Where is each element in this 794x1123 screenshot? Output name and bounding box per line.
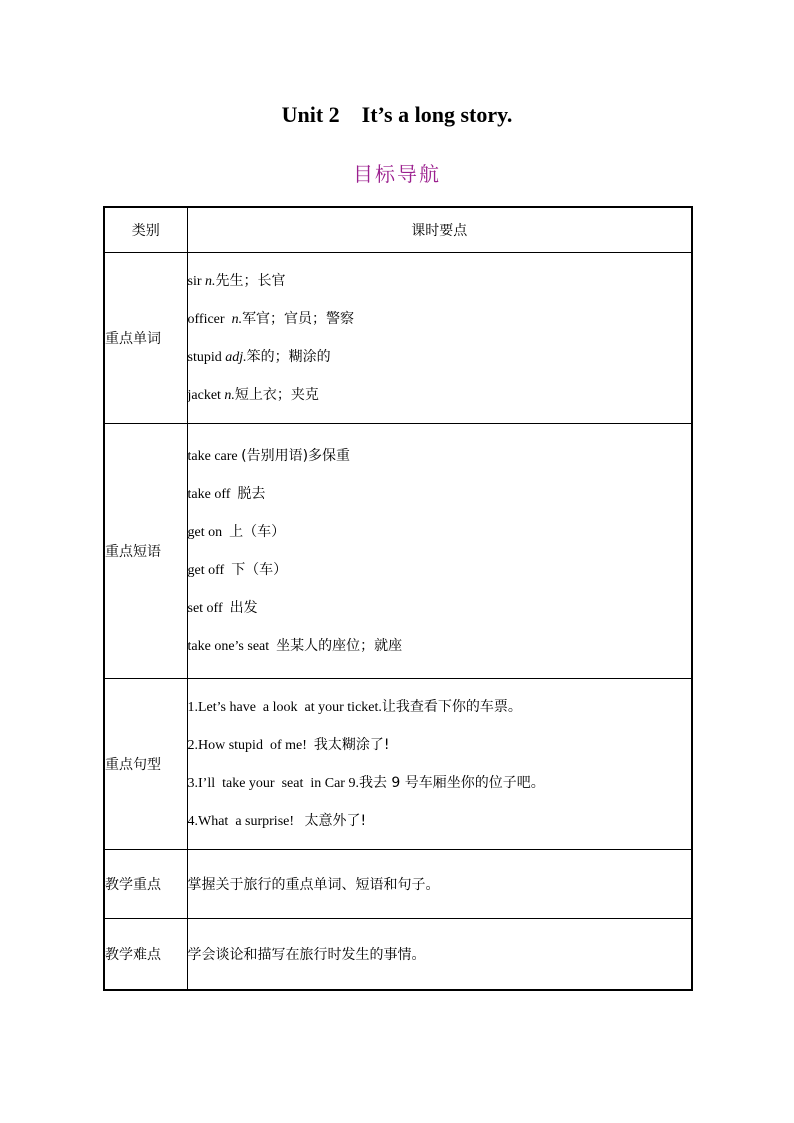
document-title: Unit 2 It’s a long story. (281, 102, 513, 127)
phrase-item: get off 下（车） (187, 562, 288, 578)
phrase-item: take care (告别用语)多保重 (187, 448, 351, 464)
category-label: 重点句型 (104, 679, 187, 850)
table-row-phrases (104, 424, 692, 679)
sentence-item: 3.I’ll take your seat in Car 9.我去 9 号车厢坐你的位子吧。 (187, 775, 545, 791)
category-label: 教学重点 (104, 850, 187, 919)
table-row-sentences (104, 679, 692, 850)
category-label: 教学难点 (104, 919, 187, 991)
table-row-teaching-difficulty (104, 919, 692, 991)
phrase-item: set off 出发 (187, 600, 258, 616)
sentence-item: 1.Let’s have a look at your ticket.让我查看下你的车票。 (187, 699, 522, 715)
sentence-item: 2.How stupid of me! 我太糊涂了! (187, 737, 390, 753)
word-item: jacket n.短上衣；夹克 (187, 387, 319, 403)
lesson-table (103, 206, 693, 991)
phrase-item: take off 脱去 (187, 486, 266, 502)
word-item: stupid adj.笨的；糊涂的 (187, 349, 331, 365)
phrases-cell (187, 424, 692, 679)
header-key-points: 课时要点 (187, 207, 692, 253)
category-label: 重点单词 (104, 253, 187, 424)
category-label: 重点短语 (104, 424, 187, 679)
table-row-teaching-focus (104, 850, 692, 919)
sentence-item: 4.What a surprise! 太意外了! (187, 813, 367, 829)
word-item: sir n.先生；长官 (187, 273, 286, 289)
section-subtitle: 目标导航 (353, 162, 441, 186)
teaching-difficulty-text: 学会谈论和描写在旅行时发生的事情。 (187, 919, 692, 991)
table-row-words (104, 253, 692, 424)
words-cell (187, 253, 692, 424)
phrase-item: get on 上（车） (187, 524, 286, 540)
sentences-cell (187, 679, 692, 850)
teaching-focus-text: 掌握关于旅行的重点单词、短语和句子。 (187, 850, 692, 919)
table-header-row (104, 207, 692, 253)
header-category: 类别 (104, 207, 187, 253)
word-item: officer n.军官；官员；警察 (187, 311, 355, 327)
phrase-item: take one’s seat 坐某人的座位；就座 (187, 638, 403, 654)
